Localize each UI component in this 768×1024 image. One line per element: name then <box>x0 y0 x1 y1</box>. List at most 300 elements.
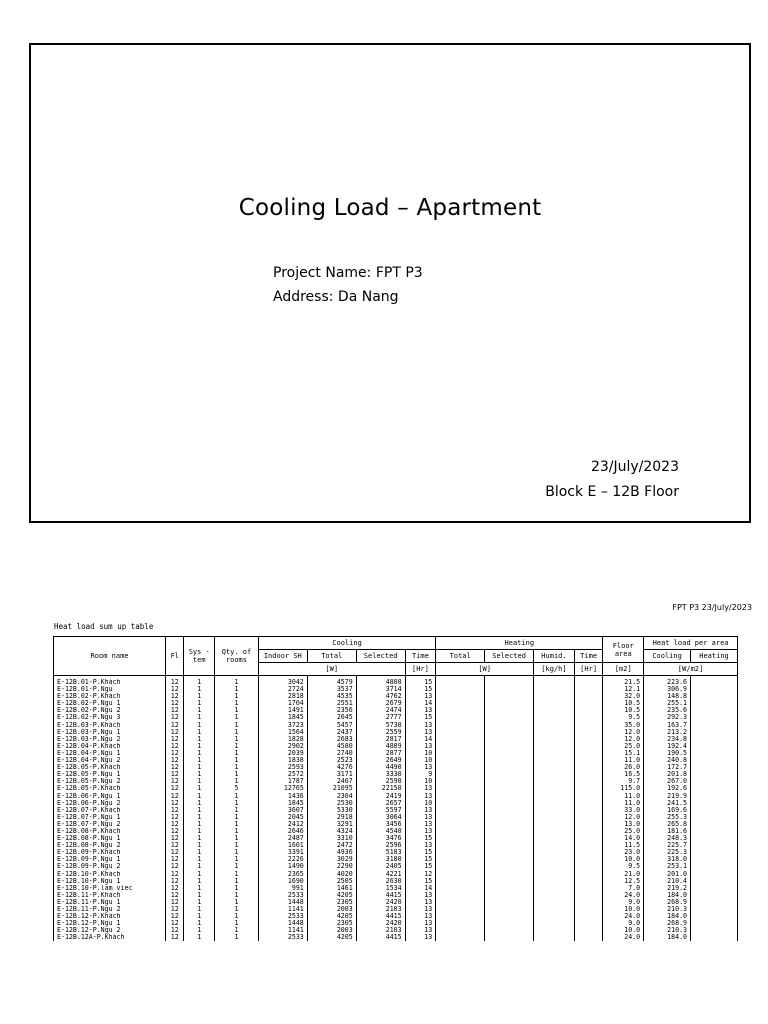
cell-per-area-cooling: 210.4 <box>644 878 691 885</box>
cell-system: 1 <box>184 700 215 707</box>
cell-heating-total <box>436 828 485 835</box>
cell-cooling-time: 13 <box>405 899 436 906</box>
cell-indoor-sh: 3723 <box>258 722 307 729</box>
cell-heating-time <box>574 793 603 800</box>
table-row <box>54 771 738 778</box>
cell-cooling-time: 15 <box>405 863 436 870</box>
cell-heating-selected <box>485 913 534 920</box>
cell-per-area-heating <box>691 920 738 927</box>
cell-cooling-total: 4205 <box>307 913 356 920</box>
cell-per-area-cooling: 181.6 <box>644 828 691 835</box>
cell-room-name: E-12B.08-P.Ngu 2 <box>54 842 166 849</box>
cell-heating-total <box>436 807 485 814</box>
table-row <box>54 871 738 878</box>
cell-floor-area: 11.5 <box>603 842 644 849</box>
cell-cooling-total: 2003 <box>307 906 356 913</box>
header-per-area-heating: Heating <box>691 650 738 663</box>
cell-humid <box>534 856 575 863</box>
cell-heating-total <box>436 771 485 778</box>
cell-heating-selected <box>485 899 534 906</box>
header-floor: Fl <box>166 637 184 676</box>
cell-per-area-cooling: 190.5 <box>644 750 691 757</box>
cell-heating-selected <box>485 722 534 729</box>
cell-heating-total <box>436 934 485 941</box>
cell-floor-area: 9.5 <box>603 714 644 721</box>
cell-indoor-sh: 2818 <box>258 693 307 700</box>
cell-cooling-total: 2505 <box>307 878 356 885</box>
cell-cooling-time: 14 <box>405 736 436 743</box>
cell-humid <box>534 750 575 757</box>
cell-cooling-selected: 4762 <box>356 693 405 700</box>
cell-room-name: E-12B.03-P.Ngu 1 <box>54 729 166 736</box>
table-row <box>54 863 738 870</box>
cell-qty: 1 <box>215 778 259 785</box>
cell-qty: 1 <box>215 871 259 878</box>
cell-room-name: E-12B.04-P.Khách <box>54 743 166 750</box>
cell-room-name: E-12B.11-P.Ngu 2 <box>54 906 166 913</box>
cell-humid <box>534 828 575 835</box>
cell-system: 1 <box>184 785 215 792</box>
cell-heating-time <box>574 750 603 757</box>
cell-cooling-selected: 4808 <box>356 679 405 686</box>
cell-per-area-cooling: 210.3 <box>644 927 691 934</box>
cell-floor-area: 35.0 <box>603 722 644 729</box>
table-row <box>54 821 738 828</box>
cell-heating-time <box>574 743 603 750</box>
cell-humid <box>534 800 575 807</box>
cell-heating-selected <box>485 906 534 913</box>
cell-floor: 12 <box>166 863 184 870</box>
cell-heating-selected <box>485 693 534 700</box>
cell-cooling-selected: 2817 <box>356 736 405 743</box>
table-row <box>54 785 738 792</box>
unit-cooling-w: [W] <box>258 663 405 676</box>
cell-cooling-time: 12 <box>405 871 436 878</box>
cell-indoor-sh: 3391 <box>258 849 307 856</box>
cell-humid <box>534 878 575 885</box>
cell-heating-selected <box>485 686 534 693</box>
cell-cooling-total: 4020 <box>307 871 356 878</box>
header-floor-area: Floor area <box>603 637 644 663</box>
unit-heating-w: [W] <box>436 663 534 676</box>
cell-per-area-cooling: 234.8 <box>644 736 691 743</box>
cell-system: 1 <box>184 793 215 800</box>
cell-humid <box>534 892 575 899</box>
table-row <box>54 892 738 899</box>
cell-cooling-time: 13 <box>405 927 436 934</box>
cell-floor: 12 <box>166 878 184 885</box>
cell-cooling-selected: 2420 <box>356 899 405 906</box>
cell-qty: 1 <box>215 863 259 870</box>
cell-humid <box>534 842 575 849</box>
cell-indoor-sh: 1845 <box>258 714 307 721</box>
header-cooling-total: Total <box>307 650 356 663</box>
cell-humid <box>534 722 575 729</box>
cell-cooling-total: 2530 <box>307 800 356 807</box>
cell-cooling-selected: 3714 <box>356 686 405 693</box>
cover-page <box>29 43 751 523</box>
table-row <box>54 814 738 821</box>
cell-indoor-sh: 1436 <box>258 793 307 800</box>
header-heating-time: Time <box>574 650 603 663</box>
cell-per-area-heating <box>691 863 738 870</box>
cell-per-area-heating <box>691 693 738 700</box>
cell-floor: 12 <box>166 913 184 920</box>
cell-heating-selected <box>485 856 534 863</box>
header-heating-selected: Selected <box>485 650 534 663</box>
table-row <box>54 842 738 849</box>
cell-room-name: E-12B.08-P.Ngu 1 <box>54 835 166 842</box>
cell-qty: 1 <box>215 842 259 849</box>
cell-heating-total <box>436 729 485 736</box>
cell-floor-area: 9.0 <box>603 899 644 906</box>
cover-title: Cooling Load – Apartment <box>238 195 542 221</box>
cell-qty: 1 <box>215 906 259 913</box>
cell-heating-total <box>436 878 485 885</box>
cell-qty: 1 <box>215 679 259 686</box>
cell-system: 1 <box>184 934 215 941</box>
cell-heating-total <box>436 700 485 707</box>
table-row <box>54 707 738 714</box>
cell-room-name: E-12B.11-P.Ngu 1 <box>54 899 166 906</box>
cell-heating-selected <box>485 842 534 849</box>
project-name: Project Name: FPT P3 <box>273 265 423 281</box>
cell-per-area-heating <box>691 793 738 800</box>
cell-floor-area: 9.7 <box>603 778 644 785</box>
cell-cooling-total: 2305 <box>307 899 356 906</box>
cell-humid <box>534 793 575 800</box>
cell-humid <box>534 757 575 764</box>
cell-cooling-total: 4205 <box>307 892 356 899</box>
cell-per-area-heating <box>691 892 738 899</box>
cell-cooling-time: 13 <box>405 906 436 913</box>
cell-system: 1 <box>184 693 215 700</box>
cell-cooling-time: 13 <box>405 743 436 750</box>
cell-qty: 1 <box>215 764 259 771</box>
header-room-name: Room name <box>54 637 166 676</box>
cell-cooling-selected: 4490 <box>356 764 405 771</box>
cell-cooling-total: 3291 <box>307 821 356 828</box>
cell-cooling-total: 2305 <box>307 920 356 927</box>
cell-system: 1 <box>184 906 215 913</box>
cell-per-area-heating <box>691 764 738 771</box>
table-row <box>54 778 738 785</box>
cell-cooling-time: 10 <box>405 800 436 807</box>
cell-humid <box>534 920 575 927</box>
unit-humid: [kg/h] <box>534 663 575 676</box>
cell-floor: 12 <box>166 771 184 778</box>
cell-per-area-heating <box>691 814 738 821</box>
cell-heating-selected <box>485 729 534 736</box>
cell-heating-time <box>574 835 603 842</box>
cell-humid <box>534 764 575 771</box>
cell-per-area-heating <box>691 729 738 736</box>
cell-cooling-total: 4580 <box>307 743 356 750</box>
cell-heating-selected <box>485 835 534 842</box>
cell-per-area-cooling: 219.2 <box>644 885 691 892</box>
cell-humid <box>534 906 575 913</box>
cell-heating-selected <box>485 828 534 835</box>
cell-room-name: E-12B.08-P.Khách <box>54 828 166 835</box>
cell-floor: 12 <box>166 814 184 821</box>
unit-per-area: [W/m2] <box>644 663 738 676</box>
cell-system: 1 <box>184 743 215 750</box>
cell-heating-time <box>574 863 603 870</box>
cell-heating-time <box>574 871 603 878</box>
cell-cooling-selected: 2630 <box>356 878 405 885</box>
cell-heating-selected <box>485 934 534 941</box>
cell-system: 1 <box>184 821 215 828</box>
cell-room-name: E-12B.12-P.Ngu 2 <box>54 927 166 934</box>
cell-per-area-cooling: 201.8 <box>644 771 691 778</box>
cell-humid <box>534 927 575 934</box>
cell-heating-total <box>436 835 485 842</box>
cell-floor: 12 <box>166 764 184 771</box>
cell-cooling-time: 15 <box>405 878 436 885</box>
cell-system: 1 <box>184 856 215 863</box>
cell-cooling-time: 9 <box>405 771 436 778</box>
cell-system: 1 <box>184 778 215 785</box>
cell-room-name: E-12B.02-P.Ngu 1 <box>54 700 166 707</box>
cell-indoor-sh: 1601 <box>258 842 307 849</box>
cell-humid <box>534 913 575 920</box>
cell-per-area-heating <box>691 842 738 849</box>
header-heating: Heating <box>436 637 603 650</box>
cell-indoor-sh: 1828 <box>258 736 307 743</box>
cell-per-area-cooling: 235.6 <box>644 707 691 714</box>
cell-humid <box>534 934 575 941</box>
cell-humid <box>534 835 575 842</box>
cell-room-name: E-12B.10-P.lam viec <box>54 885 166 892</box>
cell-per-area-heating <box>691 736 738 743</box>
table-row <box>54 849 738 856</box>
cell-indoor-sh: 1787 <box>258 778 307 785</box>
cell-indoor-sh: 1141 <box>258 906 307 913</box>
cell-system: 1 <box>184 835 215 842</box>
table-row <box>54 714 738 721</box>
table-row <box>54 700 738 707</box>
cell-cooling-total: 2523 <box>307 757 356 764</box>
cell-system: 1 <box>184 686 215 693</box>
cell-cooling-total: 5457 <box>307 722 356 729</box>
cover-block: Block E – 12B Floor <box>545 484 679 500</box>
cell-floor: 12 <box>166 828 184 835</box>
cell-heating-time <box>574 764 603 771</box>
cell-cooling-time: 13 <box>405 764 436 771</box>
cell-cooling-total: 4276 <box>307 764 356 771</box>
cell-heating-total <box>436 906 485 913</box>
cell-system: 1 <box>184 714 215 721</box>
cell-per-area-heating <box>691 722 738 729</box>
cell-indoor-sh: 2533 <box>258 892 307 899</box>
cell-heating-total <box>436 764 485 771</box>
cell-room-name: E-12B.09-P.Ngu 1 <box>54 856 166 863</box>
cell-cooling-total: 5330 <box>307 807 356 814</box>
cell-indoor-sh: 2572 <box>258 771 307 778</box>
cell-cooling-time: 13 <box>405 913 436 920</box>
cell-heating-total <box>436 849 485 856</box>
cell-heating-total <box>436 722 485 729</box>
cell-humid <box>534 814 575 821</box>
cell-humid <box>534 743 575 750</box>
cell-heating-selected <box>485 871 534 878</box>
cell-qty: 1 <box>215 700 259 707</box>
cell-heating-total <box>436 757 485 764</box>
cell-humid <box>534 686 575 693</box>
cell-indoor-sh: 1838 <box>258 757 307 764</box>
cell-qty: 1 <box>215 693 259 700</box>
cell-indoor-sh: 2487 <box>258 835 307 842</box>
cell-heating-time <box>574 849 603 856</box>
cell-heating-time <box>574 757 603 764</box>
cell-system: 1 <box>184 750 215 757</box>
cell-floor-area: 24.0 <box>603 913 644 920</box>
cell-per-area-cooling: 306.9 <box>644 686 691 693</box>
cell-heating-selected <box>485 849 534 856</box>
table-row <box>54 757 738 764</box>
cell-cooling-time: 13 <box>405 807 436 814</box>
cell-cooling-time: 13 <box>405 707 436 714</box>
cell-room-name: E-12B.05-P.Ngu 1 <box>54 771 166 778</box>
cell-heating-time <box>574 714 603 721</box>
cell-qty: 1 <box>215 807 259 814</box>
cell-heating-time <box>574 856 603 863</box>
cell-floor-area: 21.5 <box>603 679 644 686</box>
cell-per-area-heating <box>691 899 738 906</box>
cell-floor: 12 <box>166 885 184 892</box>
cell-heating-time <box>574 920 603 927</box>
cell-heating-total <box>436 927 485 934</box>
cell-cooling-time: 15 <box>405 849 436 856</box>
cell-heating-time <box>574 927 603 934</box>
table-row <box>54 906 738 913</box>
cell-indoor-sh: 2902 <box>258 743 307 750</box>
cell-per-area-cooling: 318.0 <box>644 856 691 863</box>
cell-heating-selected <box>485 700 534 707</box>
cell-per-area-cooling: 240.8 <box>644 757 691 764</box>
cell-floor-area: 14.0 <box>603 835 644 842</box>
cell-cooling-time: 14 <box>405 700 436 707</box>
cell-cooling-selected: 2877 <box>356 750 405 757</box>
heat-load-table <box>53 636 738 941</box>
cell-system: 1 <box>184 899 215 906</box>
cell-floor-area: 16.5 <box>603 771 644 778</box>
table-row <box>54 878 738 885</box>
cell-per-area-cooling: 210.3 <box>644 906 691 913</box>
cell-heating-total <box>436 856 485 863</box>
cell-indoor-sh: 2724 <box>258 686 307 693</box>
cell-room-name: E-12B.04-P.Ngu 2 <box>54 757 166 764</box>
cell-system: 1 <box>184 913 215 920</box>
header-humid: Humid. <box>534 650 575 663</box>
header-indoor-sh: Indoor SH <box>258 650 307 663</box>
cell-cooling-selected: 4221 <box>356 871 405 878</box>
cell-cooling-total: 2918 <box>307 814 356 821</box>
cell-cooling-selected: 2405 <box>356 863 405 870</box>
cell-per-area-cooling: 292.3 <box>644 714 691 721</box>
cell-floor: 12 <box>166 693 184 700</box>
cell-floor: 12 <box>166 821 184 828</box>
cell-floor-area: 25.0 <box>603 828 644 835</box>
cell-indoor-sh: 2533 <box>258 913 307 920</box>
cell-indoor-sh: 1448 <box>258 920 307 927</box>
cell-per-area-heating <box>691 771 738 778</box>
cell-qty: 1 <box>215 849 259 856</box>
cell-floor: 12 <box>166 906 184 913</box>
cell-heating-time <box>574 892 603 899</box>
unit-floor-area: [m2] <box>603 663 644 676</box>
table-row <box>54 920 738 927</box>
cell-per-area-heating <box>691 743 738 750</box>
cell-floor: 12 <box>166 707 184 714</box>
cell-humid <box>534 679 575 686</box>
unit-heating-hr: [Hr] <box>574 663 603 676</box>
cell-cooling-time: 10 <box>405 757 436 764</box>
cell-heating-total <box>436 736 485 743</box>
cell-heating-selected <box>485 807 534 814</box>
cell-indoor-sh: 1141 <box>258 927 307 934</box>
cell-per-area-cooling: 172.7 <box>644 764 691 771</box>
cell-cooling-time: 15 <box>405 835 436 842</box>
cell-cooling-time: 10 <box>405 750 436 757</box>
cell-cooling-selected: 5597 <box>356 807 405 814</box>
cell-cooling-selected: 2596 <box>356 842 405 849</box>
cell-per-area-cooling: 163.7 <box>644 722 691 729</box>
cell-per-area-heating <box>691 679 738 686</box>
table-row <box>54 764 738 771</box>
cell-heating-time <box>574 913 603 920</box>
cell-per-area-cooling: 268.9 <box>644 899 691 906</box>
cell-heating-selected <box>485 679 534 686</box>
cell-per-area-heating <box>691 807 738 814</box>
table-row <box>54 913 738 920</box>
cell-heating-total <box>436 793 485 800</box>
cell-cooling-total: 2467 <box>307 778 356 785</box>
cell-floor: 12 <box>166 750 184 757</box>
cell-qty: 1 <box>215 793 259 800</box>
cell-cooling-selected: 2559 <box>356 729 405 736</box>
cell-qty: 1 <box>215 686 259 693</box>
cell-qty: 1 <box>215 828 259 835</box>
cell-heating-selected <box>485 743 534 750</box>
table-row <box>54 750 738 757</box>
cell-floor: 12 <box>166 743 184 750</box>
cell-floor: 12 <box>166 899 184 906</box>
cell-cooling-time: 13 <box>405 722 436 729</box>
cell-cooling-selected: 4415 <box>356 934 405 941</box>
cell-floor-area: 10.0 <box>603 856 644 863</box>
cell-cooling-selected: 2657 <box>356 800 405 807</box>
cell-qty: 1 <box>215 771 259 778</box>
cell-heating-time <box>574 778 603 785</box>
cell-system: 1 <box>184 764 215 771</box>
cell-room-name: E-12B.07-P.Ngu 2 <box>54 821 166 828</box>
cell-heating-time <box>574 679 603 686</box>
cell-system: 1 <box>184 842 215 849</box>
cell-per-area-heating <box>691 707 738 714</box>
cell-per-area-cooling: 255.3 <box>644 814 691 821</box>
table-row <box>54 885 738 892</box>
cell-per-area-heating <box>691 849 738 856</box>
cell-cooling-total: 2290 <box>307 863 356 870</box>
cell-cooling-selected: 4415 <box>356 892 405 899</box>
cell-per-area-heating <box>691 934 738 941</box>
cell-cooling-selected: 4415 <box>356 913 405 920</box>
cell-heating-total <box>436 814 485 821</box>
cell-cooling-selected: 2420 <box>356 920 405 927</box>
cell-floor-area: 10.0 <box>603 906 644 913</box>
cell-heating-time <box>574 885 603 892</box>
